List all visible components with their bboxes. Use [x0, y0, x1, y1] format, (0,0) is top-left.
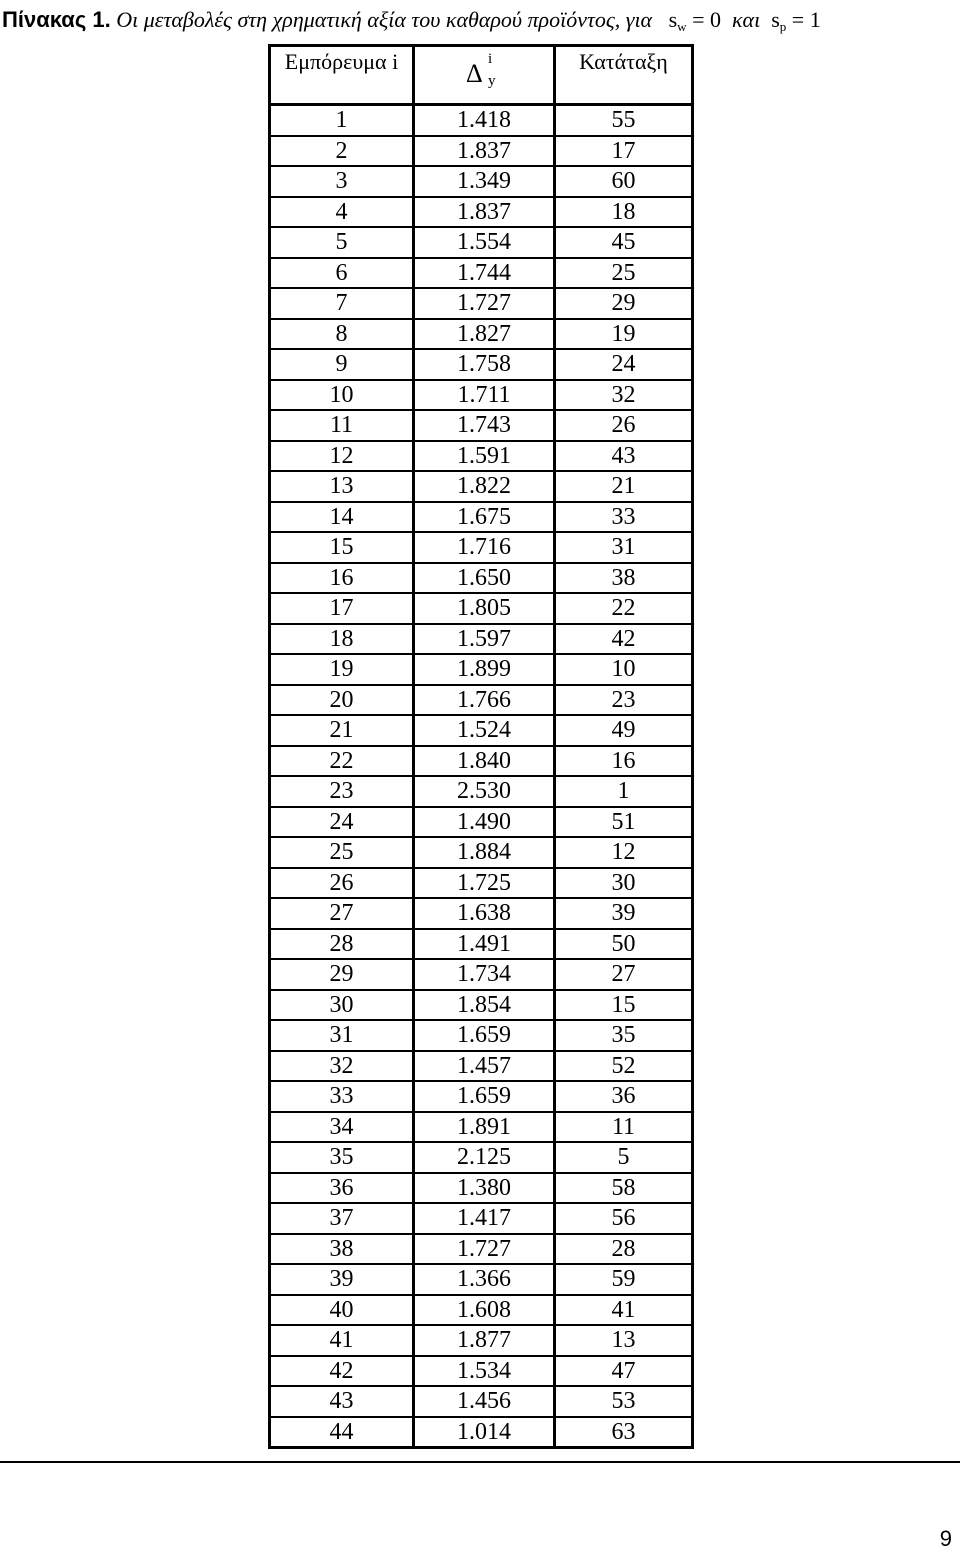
rank-cell: 22 — [555, 593, 693, 624]
rank-cell: 35 — [555, 1020, 693, 1051]
table-row — [270, 929, 693, 960]
condition-sw — [669, 7, 721, 32]
table-row — [270, 349, 693, 380]
rank-cell: 58 — [555, 1173, 693, 1204]
commodity-cell: 29 — [270, 959, 414, 990]
table-row — [270, 685, 693, 716]
commodity-cell: 44 — [270, 1417, 414, 1448]
rank-cell: 1 — [555, 776, 693, 807]
commodity-cell: 36 — [270, 1173, 414, 1204]
rank-cell: 42 — [555, 624, 693, 655]
delta-cell: 1.597 — [414, 624, 555, 655]
commodity-cell: 27 — [270, 898, 414, 929]
commodity-cell: 33 — [270, 1081, 414, 1112]
rank-cell: 11 — [555, 1112, 693, 1143]
table-row — [270, 1295, 693, 1326]
delta-letter: Δ — [466, 59, 483, 88]
table-row — [270, 1081, 693, 1112]
table-row — [270, 563, 693, 594]
header-rank: Κατάταξη — [555, 46, 693, 105]
caption-conjunction: και — [731, 7, 761, 32]
table-row — [270, 1173, 693, 1204]
commodity-cell: 40 — [270, 1295, 414, 1326]
commodity-cell: 41 — [270, 1325, 414, 1356]
delta-cell: 1.659 — [414, 1081, 555, 1112]
commodity-cell: 3 — [270, 166, 414, 197]
rank-cell: 30 — [555, 868, 693, 899]
rank-cell: 18 — [555, 197, 693, 228]
commodity-cell: 37 — [270, 1203, 414, 1234]
delta-cell: 1.840 — [414, 746, 555, 777]
commodity-cell: 20 — [270, 685, 414, 716]
table-row — [270, 990, 693, 1021]
table-row — [270, 1234, 693, 1265]
commodity-cell: 28 — [270, 929, 414, 960]
table-row — [270, 807, 693, 838]
delta-cell: 1.827 — [414, 319, 555, 350]
commodity-cell: 8 — [270, 319, 414, 350]
table-row — [270, 136, 693, 167]
table-row — [270, 715, 693, 746]
rank-cell: 56 — [555, 1203, 693, 1234]
commodity-cell: 14 — [270, 502, 414, 533]
commodity-cell: 22 — [270, 746, 414, 777]
commodity-cell: 7 — [270, 288, 414, 319]
sp-sub: p — [779, 19, 787, 34]
table-row — [270, 502, 693, 533]
delta-cell: 1.822 — [414, 471, 555, 502]
table-row — [270, 1203, 693, 1234]
delta-cell: 2.530 — [414, 776, 555, 807]
delta-cell: 1.591 — [414, 441, 555, 472]
delta-cell: 1.766 — [414, 685, 555, 716]
commodity-cell: 13 — [270, 471, 414, 502]
rank-cell: 63 — [555, 1417, 693, 1448]
delta-cell: 2.125 — [414, 1142, 555, 1173]
rank-cell: 53 — [555, 1386, 693, 1417]
rank-cell: 39 — [555, 898, 693, 929]
rank-cell: 50 — [555, 929, 693, 960]
sp-eq: = 1 — [786, 7, 821, 32]
rank-cell: 5 — [555, 1142, 693, 1173]
delta-cell: 1.366 — [414, 1264, 555, 1295]
commodity-cell: 30 — [270, 990, 414, 1021]
commodity-cell: 42 — [270, 1356, 414, 1387]
table-row — [270, 1264, 693, 1295]
delta-cell: 1.837 — [414, 197, 555, 228]
table-row — [270, 1417, 693, 1448]
rank-cell: 23 — [555, 685, 693, 716]
table-row — [270, 1112, 693, 1143]
table-row — [270, 1051, 693, 1082]
table-row — [270, 837, 693, 868]
table-row — [270, 1020, 693, 1051]
rank-cell: 13 — [555, 1325, 693, 1356]
delta-cell: 1.491 — [414, 929, 555, 960]
table-row — [270, 868, 693, 899]
table-row — [270, 593, 693, 624]
rank-cell: 47 — [555, 1356, 693, 1387]
delta-cell: 1.734 — [414, 959, 555, 990]
rank-cell: 38 — [555, 563, 693, 594]
commodity-cell: 34 — [270, 1112, 414, 1143]
table-row — [270, 1356, 693, 1387]
rank-cell: 26 — [555, 410, 693, 441]
data-table — [268, 44, 694, 1449]
commodity-cell: 9 — [270, 349, 414, 380]
commodity-cell: 12 — [270, 441, 414, 472]
delta-cell: 1.716 — [414, 532, 555, 563]
rank-cell: 24 — [555, 349, 693, 380]
delta-symbol — [464, 53, 504, 97]
delta-cell: 1.457 — [414, 1051, 555, 1082]
delta-cell: 1.854 — [414, 990, 555, 1021]
delta-cell: 1.805 — [414, 593, 555, 624]
rank-cell: 21 — [555, 471, 693, 502]
delta-cell: 1.417 — [414, 1203, 555, 1234]
commodity-cell: 10 — [270, 380, 414, 411]
table-row — [270, 532, 693, 563]
rank-cell: 29 — [555, 288, 693, 319]
condition-sp — [771, 7, 820, 32]
commodity-cell: 5 — [270, 227, 414, 258]
delta-cell: 1.418 — [414, 105, 555, 136]
table-row — [270, 654, 693, 685]
commodity-cell: 21 — [270, 715, 414, 746]
rank-cell: 51 — [555, 807, 693, 838]
delta-cell: 1.727 — [414, 288, 555, 319]
commodity-cell: 23 — [270, 776, 414, 807]
table-row — [270, 410, 693, 441]
table-row — [270, 380, 693, 411]
delta-cell: 1.456 — [414, 1386, 555, 1417]
sw-var: s — [668, 7, 678, 32]
delta-cell: 1.891 — [414, 1112, 555, 1143]
rank-cell: 60 — [555, 166, 693, 197]
rank-cell: 27 — [555, 959, 693, 990]
rank-cell: 52 — [555, 1051, 693, 1082]
header-commodity: Εμπόρευμα i — [270, 46, 414, 105]
commodity-cell: 43 — [270, 1386, 414, 1417]
delta-cell: 1.743 — [414, 410, 555, 441]
rank-cell: 36 — [555, 1081, 693, 1112]
rank-cell: 49 — [555, 715, 693, 746]
table-row — [270, 746, 693, 777]
rank-cell: 55 — [555, 105, 693, 136]
commodity-cell: 32 — [270, 1051, 414, 1082]
commodity-cell: 31 — [270, 1020, 414, 1051]
delta-cell: 1.877 — [414, 1325, 555, 1356]
sw-sub: w — [677, 19, 687, 34]
delta-cell: 1.837 — [414, 136, 555, 167]
delta-cell: 1.725 — [414, 868, 555, 899]
delta-cell: 1.884 — [414, 837, 555, 868]
rank-cell: 17 — [555, 136, 693, 167]
table-row — [270, 776, 693, 807]
table-caption — [2, 4, 957, 36]
table-row — [270, 898, 693, 929]
delta-cell: 1.380 — [414, 1173, 555, 1204]
commodity-cell: 26 — [270, 868, 414, 899]
delta-cell: 1.524 — [414, 715, 555, 746]
table-row — [270, 258, 693, 289]
rank-cell: 41 — [555, 1295, 693, 1326]
table-row — [270, 105, 693, 136]
delta-cell: 1.659 — [414, 1020, 555, 1051]
commodity-cell: 15 — [270, 532, 414, 563]
table-row — [270, 197, 693, 228]
header-row — [270, 46, 693, 105]
rank-cell: 19 — [555, 319, 693, 350]
sp-var: s — [771, 7, 780, 32]
table-row — [270, 288, 693, 319]
delta-cell: 1.554 — [414, 227, 555, 258]
delta-cell: 1.490 — [414, 807, 555, 838]
rank-cell: 15 — [555, 990, 693, 1021]
page-number: 9 — [939, 1526, 952, 1551]
delta-cell: 1.638 — [414, 898, 555, 929]
rank-cell: 12 — [555, 837, 693, 868]
caption-title: Οι μεταβολές στη χρηματική αξία του καθαρού προϊόντος, για — [116, 7, 653, 32]
table-row — [270, 1142, 693, 1173]
commodity-cell: 19 — [270, 654, 414, 685]
rank-cell: 59 — [555, 1264, 693, 1295]
delta-subscript: y — [488, 73, 496, 89]
commodity-cell: 11 — [270, 410, 414, 441]
table-row — [270, 624, 693, 655]
rank-cell: 31 — [555, 532, 693, 563]
rank-cell: 33 — [555, 502, 693, 533]
delta-cell: 1.675 — [414, 502, 555, 533]
commodity-cell: 18 — [270, 624, 414, 655]
table-row — [270, 319, 693, 350]
delta-cell: 1.899 — [414, 654, 555, 685]
table-row — [270, 471, 693, 502]
caption-label: Πίνακας 1. — [2, 7, 111, 32]
rank-cell: 32 — [555, 380, 693, 411]
commodity-cell: 35 — [270, 1142, 414, 1173]
table-row — [270, 1386, 693, 1417]
commodity-cell: 2 — [270, 136, 414, 167]
delta-cell: 1.650 — [414, 563, 555, 594]
commodity-cell: 16 — [270, 563, 414, 594]
footer-divider — [0, 1461, 960, 1463]
table-row — [270, 441, 693, 472]
delta-cell: 1.711 — [414, 380, 555, 411]
delta-cell: 1.014 — [414, 1417, 555, 1448]
rank-cell: 10 — [555, 654, 693, 685]
table-body — [270, 105, 693, 1448]
commodity-cell: 38 — [270, 1234, 414, 1265]
commodity-cell: 24 — [270, 807, 414, 838]
rank-cell: 45 — [555, 227, 693, 258]
rank-cell: 43 — [555, 441, 693, 472]
commodity-cell: 4 — [270, 197, 414, 228]
commodity-cell: 25 — [270, 837, 414, 868]
rank-cell: 28 — [555, 1234, 693, 1265]
table-row — [270, 227, 693, 258]
header-delta — [414, 46, 555, 105]
commodity-cell: 39 — [270, 1264, 414, 1295]
delta-cell: 1.608 — [414, 1295, 555, 1326]
commodity-cell: 1 — [270, 105, 414, 136]
delta-cell: 1.744 — [414, 258, 555, 289]
delta-cell: 1.727 — [414, 1234, 555, 1265]
table-row — [270, 959, 693, 990]
rank-cell: 25 — [555, 258, 693, 289]
commodity-cell: 17 — [270, 593, 414, 624]
table-row — [270, 1325, 693, 1356]
delta-cell: 1.349 — [414, 166, 555, 197]
table-row — [270, 166, 693, 197]
commodity-cell: 6 — [270, 258, 414, 289]
delta-cell: 1.534 — [414, 1356, 555, 1387]
sw-eq: = 0 — [686, 7, 721, 32]
rank-cell: 16 — [555, 746, 693, 777]
delta-cell: 1.758 — [414, 349, 555, 380]
delta-superscript: i — [488, 51, 493, 67]
